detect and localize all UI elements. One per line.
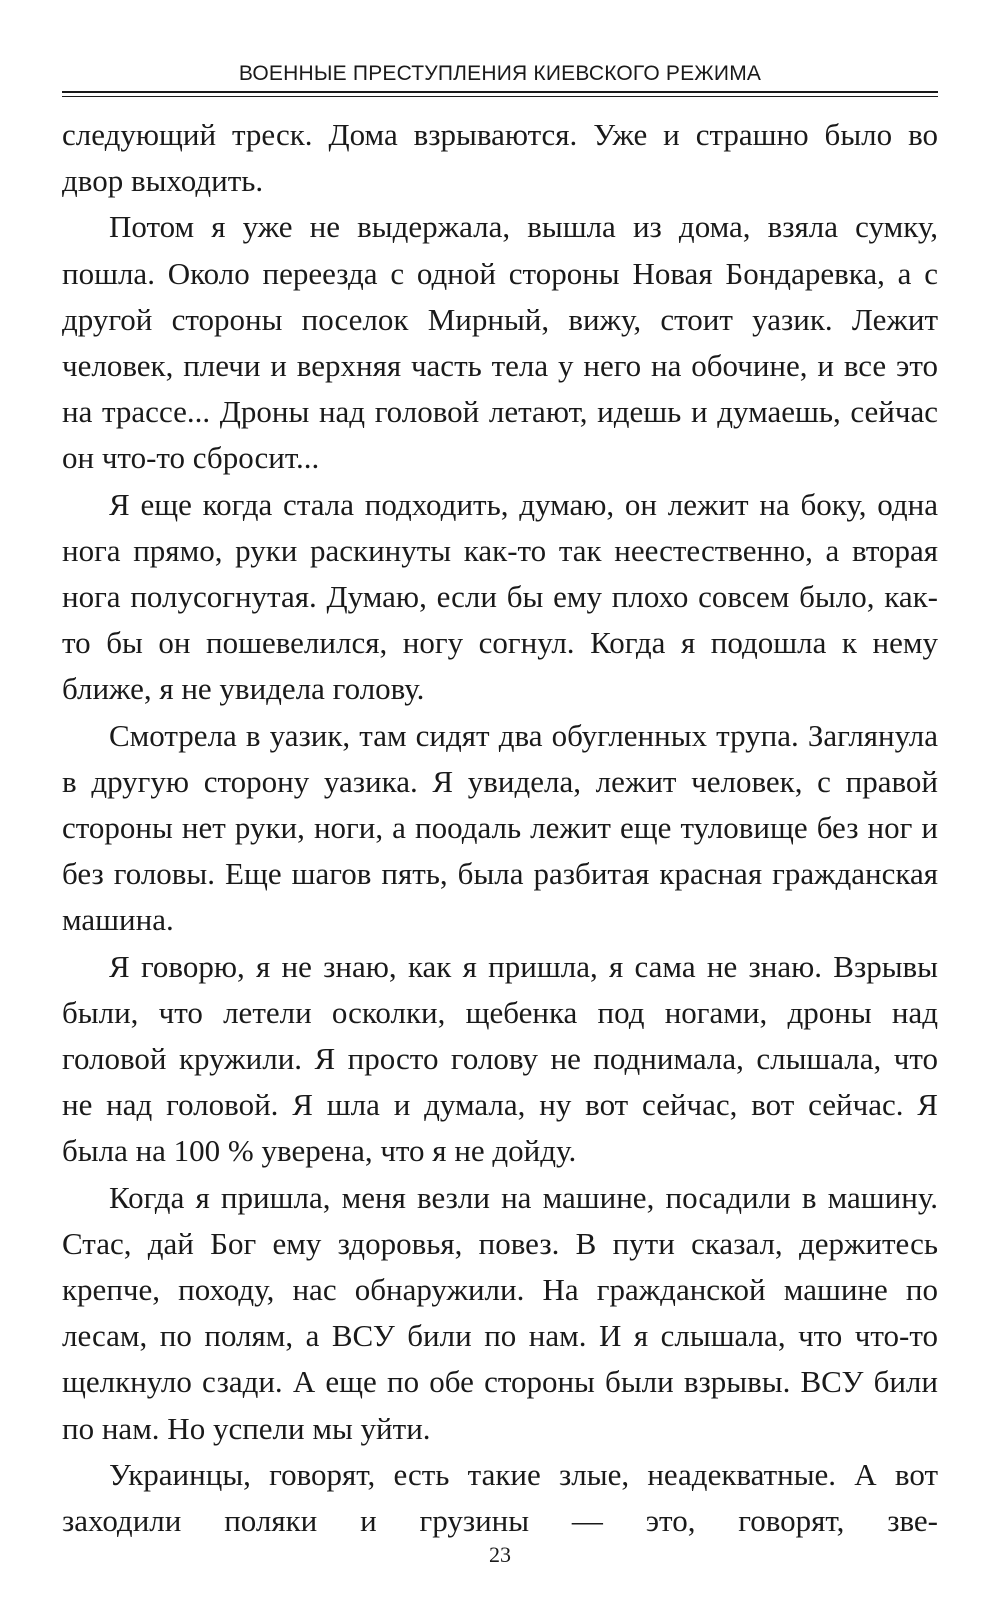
paragraph-6: Когда я пришла, меня везли на машине, посадили в машину. Стас, дай Бог ему здоровья, повез. В пути сказал, держитесь крепче, походу, нас обнаружили. На гражданской машине по лесам, по полям, а ВСУ били по нам. И я слышала, что что-то щелкнуло сзади. А еще по обе стороны были взрывы. ВСУ били по нам. Но успели мы уйти.	[62, 1179, 938, 1446]
paragraph-2: Потом я уже не выдержала, вышла из дома, взяла сумку, пошла. Около переезда с одной стороны Новая Бондаревка, а с другой стороны поселок Мирный, вижу, стоит уазик. Лежит человек, плечи и верхняя часть тела у него на обочине, и все это на трассе... Дроны над головой летают, идешь и думаешь, сейчас он что-то сбросит...	[62, 209, 938, 476]
paragraph-3: Я еще когда стала подходить, думаю, он лежит на боку, одна нога прямо, руки раскинуты как-то так неестественно, а вторая нога полусогнутая. Думаю, если бы ему плохо совсем было, как-то бы он пошевелился, ногу согнул. Когда я подошла к нему ближе, я не увидела голову.	[62, 486, 938, 707]
paragraph-4: Смотрела в уазик, там сидят два обугленных трупа. Заглянула в другую сторону уазика. Я увидела, лежит человек, с правой стороны нет руки, ноги, а поодаль лежит еще туловище без ног и без головы. Еще шагов пять, была разбитая красная гражданская машина.	[62, 717, 938, 938]
paragraph-5: Я говорю, я не знаю, как я пришла, я сама не знаю. Взрывы были, что летели осколки, щебенка под ногами, дроны над головой кружили. Я просто голову не поднимала, слышала, что не над головой. Я шла и думала, ну вот сейчас, вот сейчас. Я была на 100 % уверена, что я не дойду.	[62, 948, 938, 1169]
header-rule-thick	[62, 91, 938, 93]
body-text	[62, 112, 938, 1544]
running-title: ВОЕННЫЕ ПРЕСТУПЛЕНИЯ КИЕВСКОГО РЕЖИМА	[238, 62, 762, 85]
page-number: 23	[489, 1542, 511, 1567]
paragraph-7: Украинцы, говорят, есть такие злые, неадекватные. А вот заходили поляки и грузины — это, говорят, зве-	[62, 1456, 938, 1539]
header-rule-thin	[62, 96, 938, 97]
paragraph-1: следующий треск. Дома взрываются. Уже и страшно было во двор выходить.	[62, 117, 938, 199]
